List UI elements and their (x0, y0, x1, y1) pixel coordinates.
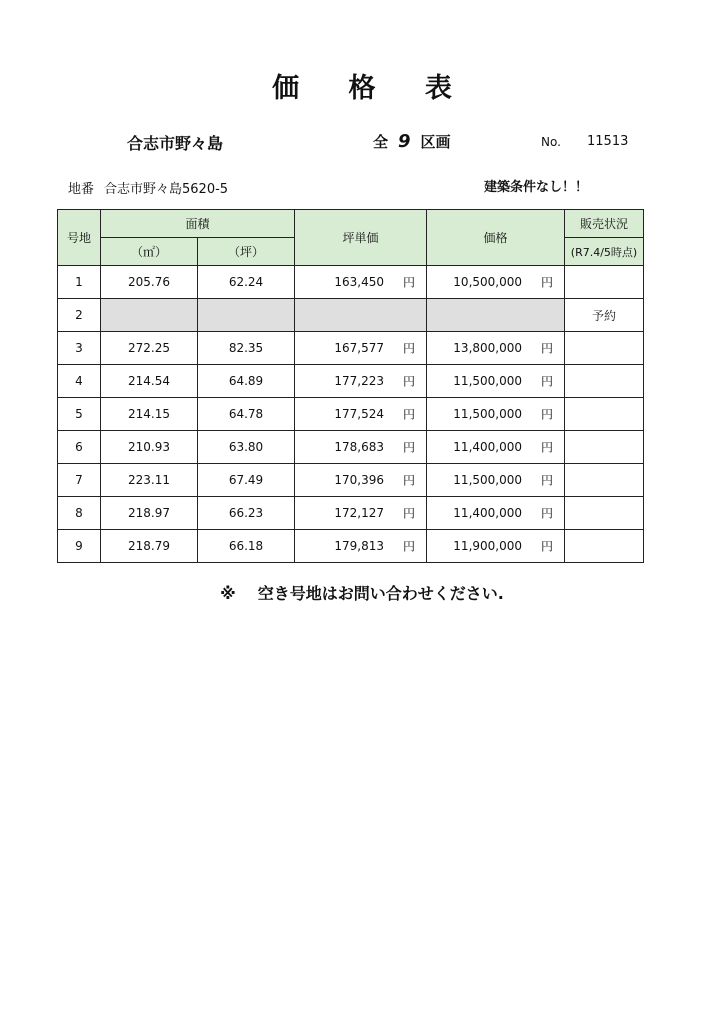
lot-number: 1 (58, 266, 101, 299)
unit-price (295, 365, 427, 398)
lots-total (373, 131, 451, 152)
sales-status (565, 497, 644, 530)
area-tsubo: 62.24 (198, 266, 295, 299)
price (427, 266, 565, 299)
table-row (58, 266, 644, 299)
price-value: 13,800,000 (453, 341, 523, 355)
unit-price-value: 177,223 (334, 374, 385, 388)
area-tsubo: 64.89 (198, 365, 295, 398)
header-status-date: (R7.4/5時点) (565, 238, 644, 266)
price (427, 464, 565, 497)
currency-unit: 円 (403, 374, 416, 389)
header-price: 価格 (427, 210, 565, 266)
lot-number: 4 (58, 365, 101, 398)
currency-unit: 円 (403, 440, 416, 455)
unit-price (295, 530, 427, 563)
sales-status (565, 332, 644, 365)
price-value: 10,500,000 (453, 275, 523, 289)
currency-unit: 円 (403, 473, 416, 488)
price (427, 530, 565, 563)
document-number-label: No. (541, 135, 561, 149)
note-mark: ※ (220, 584, 236, 603)
header-status: 販売状況 (565, 210, 644, 238)
price-value: 11,400,000 (453, 506, 523, 520)
price (427, 365, 565, 398)
area-m2: 214.15 (101, 398, 198, 431)
note-text: 空き号地はお問い合わせください. (257, 584, 504, 603)
area-tsubo: 82.35 (198, 332, 295, 365)
lot-number: 7 (58, 464, 101, 497)
lots-prefix: 全 (373, 133, 389, 151)
price-value: 11,500,000 (453, 374, 523, 388)
table-row (58, 464, 644, 497)
price (427, 299, 565, 332)
currency-unit: 円 (541, 341, 554, 356)
unit-price (295, 266, 427, 299)
address-label: 地番 (68, 182, 95, 197)
currency-unit: 円 (541, 407, 554, 422)
sales-status: 予約 (565, 299, 644, 332)
price-value: 11,400,000 (453, 440, 523, 454)
header-area: 面積 (101, 210, 295, 238)
unit-price (295, 431, 427, 464)
table-row (58, 497, 644, 530)
area-m2 (101, 299, 198, 332)
unit-price (295, 299, 427, 332)
lot-number: 9 (58, 530, 101, 563)
lot-number: 5 (58, 398, 101, 431)
area-tsubo: 66.23 (198, 497, 295, 530)
unit-price (295, 464, 427, 497)
currency-unit: 円 (403, 275, 416, 290)
area-tsubo (198, 299, 295, 332)
price-table (57, 209, 644, 563)
area-m2: 205.76 (101, 266, 198, 299)
price-value: 11,500,000 (453, 473, 523, 487)
page-title: 価 格 表 (272, 73, 472, 104)
currency-unit: 円 (403, 539, 416, 554)
table-row (58, 398, 644, 431)
header-area-m2: （㎡） (101, 238, 198, 266)
address-line (68, 178, 228, 197)
area-m2: 214.54 (101, 365, 198, 398)
price-value: 11,500,000 (453, 407, 523, 421)
price-value: 11,900,000 (453, 539, 523, 553)
area-tsubo: 64.78 (198, 398, 295, 431)
sales-status (565, 365, 644, 398)
area-tsubo: 66.18 (198, 530, 295, 563)
lots-suffix: 区画 (420, 133, 451, 151)
unit-price-value: 177,524 (334, 407, 385, 421)
unit-price (295, 332, 427, 365)
area-m2: 272.25 (101, 332, 198, 365)
table-row (58, 332, 644, 365)
document-number: 11513 (587, 134, 629, 149)
price (427, 431, 565, 464)
area-m2: 218.79 (101, 530, 198, 563)
price (427, 398, 565, 431)
lots-count: 9 (398, 131, 411, 152)
area-tsubo: 63.80 (198, 431, 295, 464)
sales-status (565, 398, 644, 431)
currency-unit: 円 (541, 275, 554, 290)
unit-price-value: 179,813 (334, 539, 385, 553)
location-name: 合志市野々島 (127, 134, 224, 153)
header-area-tsubo: （坪） (198, 238, 295, 266)
unit-price (295, 398, 427, 431)
area-m2: 218.97 (101, 497, 198, 530)
price (427, 497, 565, 530)
currency-unit: 円 (541, 473, 554, 488)
unit-price-value: 167,577 (334, 341, 385, 355)
table-row (58, 431, 644, 464)
sales-status (565, 464, 644, 497)
unit-price (295, 497, 427, 530)
address-value: 合志市野々島5620-5 (104, 182, 229, 197)
area-m2: 210.93 (101, 431, 198, 464)
price (427, 332, 565, 365)
unit-price-value: 163,450 (334, 275, 385, 289)
area-m2: 223.11 (101, 464, 198, 497)
building-condition: 建築条件なし！！ (484, 180, 589, 195)
unit-price-value: 178,683 (334, 440, 385, 454)
table-row (58, 530, 644, 563)
currency-unit: 円 (541, 440, 554, 455)
unit-price-value: 172,127 (334, 506, 385, 520)
table-row (58, 365, 644, 398)
lot-number: 3 (58, 332, 101, 365)
unit-price-value: 170,396 (334, 473, 385, 487)
currency-unit: 円 (403, 506, 416, 521)
lot-number: 2 (58, 299, 101, 332)
lot-number: 6 (58, 431, 101, 464)
sales-status (565, 530, 644, 563)
area-tsubo: 67.49 (198, 464, 295, 497)
vacancy-note (0, 581, 724, 604)
currency-unit: 円 (403, 341, 416, 356)
currency-unit: 円 (541, 374, 554, 389)
currency-unit: 円 (541, 506, 554, 521)
sales-status (565, 266, 644, 299)
currency-unit: 円 (541, 539, 554, 554)
header-unit-price: 坪単価 (295, 210, 427, 266)
currency-unit: 円 (403, 407, 416, 422)
header-lot: 号地 (58, 210, 101, 266)
sales-status (565, 431, 644, 464)
lot-number: 8 (58, 497, 101, 530)
table-row (58, 299, 644, 332)
